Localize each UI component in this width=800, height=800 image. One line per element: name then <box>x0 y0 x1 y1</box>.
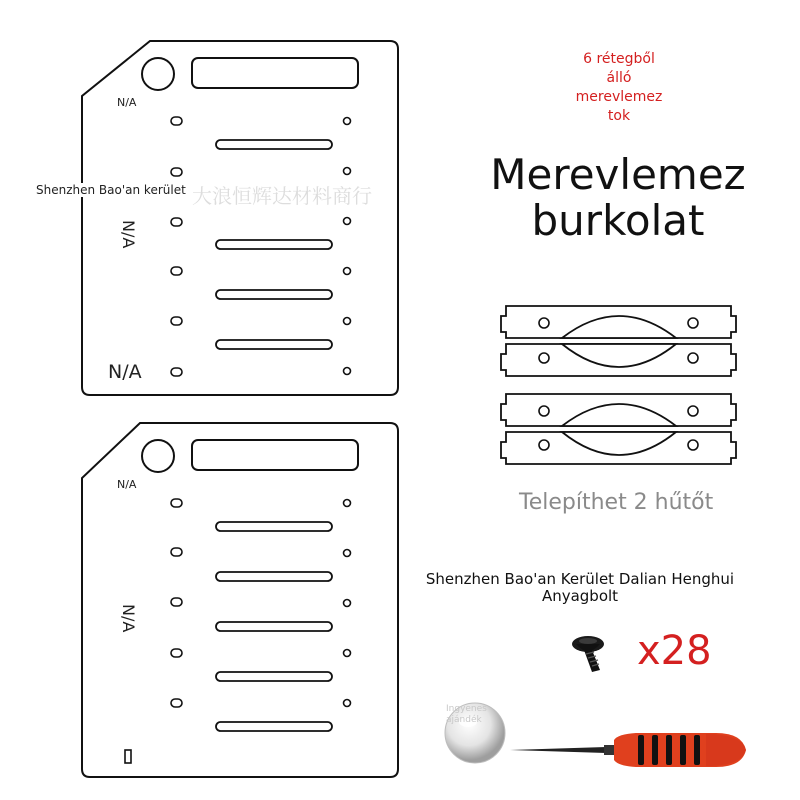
plate-bottom-label-side: N/A <box>119 604 138 633</box>
fan-note: Telepíthet 2 hűtőt <box>519 490 714 515</box>
gift-label-line: ajándék <box>446 715 482 725</box>
shop-name-line-2: Anyagbolt <box>541 587 619 605</box>
screw-icon <box>570 630 630 676</box>
title-line-2: burkolat <box>531 196 705 245</box>
shop-name-line-1: Shenzhen Bao'an Kerület Dalian Henghui <box>425 570 735 588</box>
watermark: 大浪恒辉达材料商行 <box>192 184 372 208</box>
hdd-plate-top <box>78 38 402 398</box>
screw-count: x28 <box>637 628 712 674</box>
product-title <box>480 152 756 244</box>
shop-name <box>412 571 748 605</box>
red-note-line: 6 rétegből <box>583 51 655 67</box>
gift-label-line: Ingyenes <box>446 704 487 714</box>
red-note-line: álló <box>606 70 632 86</box>
gift-label <box>446 704 487 726</box>
title-line-1: Merevlemez <box>490 150 746 199</box>
red-note-line: tok <box>607 108 631 124</box>
red-note-line: merevlemez <box>575 89 663 105</box>
plate-bottom-label-small: N/A <box>117 478 137 491</box>
screwdriver-icon <box>506 720 752 780</box>
plate-top-label-small: N/A <box>117 96 137 109</box>
overlay-district-text: Shenzhen Bao'an kerület <box>36 183 186 197</box>
hdd-plate-bottom <box>78 420 402 782</box>
fan-bracket-drawing <box>496 298 742 466</box>
plate-top-label-bottom: N/A <box>108 361 142 383</box>
red-note <box>560 50 678 126</box>
plate-top-label-side: N/A <box>119 220 138 249</box>
